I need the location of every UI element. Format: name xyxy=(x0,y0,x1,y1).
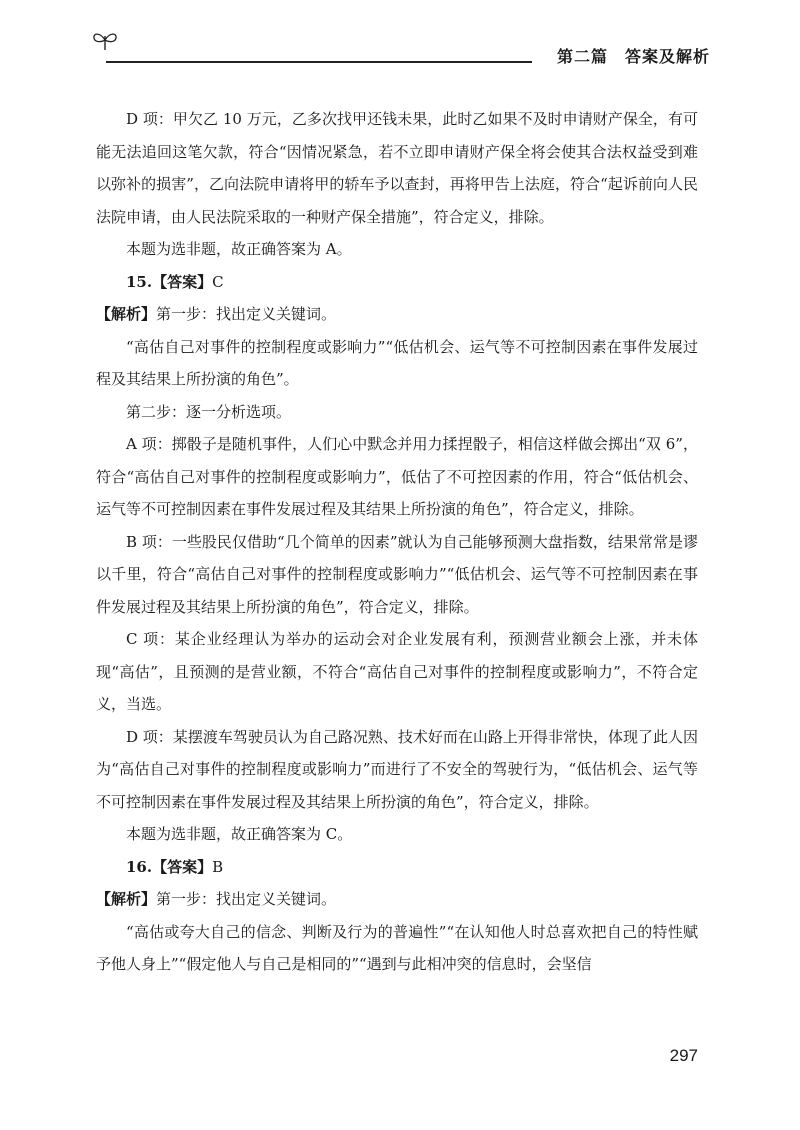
paragraph xyxy=(96,103,698,233)
paragraph-text: “高估自己对事件的控制程度或影响力”“低估机会、运气等不可控制因素在事件发展过程及其结果上所扮演的角色”。 xyxy=(96,337,698,388)
paragraph xyxy=(96,233,698,266)
paragraph-text: D 项：某摆渡车驾驶员认为自己路况熟、技术好而在山路上开得非常快，体现了此人因为“高估自己对事件的控制程度或影响力”而进行了不安全的驾驶行为，“低估机会、运气等不可控制因素在事件发展过程及其结果上所扮演的角色”，符合定义，排除。 xyxy=(96,727,698,811)
answer-heading xyxy=(96,266,698,299)
paragraph xyxy=(96,396,698,429)
paragraph xyxy=(96,623,698,721)
paragraph-text: “高估或夸大自己的信念、判断及行为的普遍性”“在认知他人时总喜欢把自己的特性赋予他人身上”“假定他人与自己是相同的”“遇到与此相冲突的信息时，会坚信 xyxy=(96,922,698,973)
paragraph xyxy=(96,526,698,624)
paragraph-text: 第一步：找出定义关键词。 xyxy=(156,890,337,908)
paragraph-text: C 项：某企业经理认为举办的运动会对企业发展有利，预测营业额会上涨，并未体现“高估”，且预测的是营业额，不符合“高估自己对事件的控制程度或影响力”，不符合定义，当选。 xyxy=(96,630,698,713)
paragraph-text: D 项：甲欠乙 10 万元，乙多次找甲还钱未果，此时乙如果不及时申请财产保全，有可能无法追回这笔欠款，符合“因情况紧急，若不立即申请财产保全将会使其合法权益受到难以弥补的损害”，乙向法院申请将甲的轿车予以查封，再将甲告上法庭，符合“起诉前向人民法院申请，由人民法院采取的一种财产保全措施”，符合定义，排除。 xyxy=(96,110,698,226)
header-rule xyxy=(106,61,532,63)
answer-heading xyxy=(96,851,698,884)
paragraph-label: 15.【答案】 xyxy=(126,272,213,291)
paragraph-label: 16.【答案】 xyxy=(126,857,213,876)
paragraph xyxy=(96,428,698,526)
paragraph xyxy=(96,721,698,819)
paragraph-text: 本题为选非题，故正确答案为 C。 xyxy=(126,825,353,843)
paragraph-text: C xyxy=(212,272,224,291)
analysis-heading xyxy=(96,298,698,331)
paragraph-text: B 项：一些股民仅借助“几个简单的因素”就认为自己能够预测大盘指数，结果常常是谬以千里，符合“高估自己对事件的控制程度或影响力”“低估机会、运气等不可控制因素在事件发展过程及其结果上所扮演的角色”，符合定义，排除。 xyxy=(96,532,698,616)
analysis-heading xyxy=(96,883,698,916)
paragraph-label: 【解析】 xyxy=(96,890,157,908)
leaf-icon xyxy=(92,30,118,52)
answer-body xyxy=(96,103,698,981)
page-header xyxy=(92,30,710,66)
section-title: 第二篇 答案及解析 xyxy=(556,47,710,66)
page-number: 297 xyxy=(669,1046,698,1065)
paragraph-text: B xyxy=(212,857,224,876)
paragraph-label: 【解析】 xyxy=(96,305,157,323)
paragraph xyxy=(96,331,698,396)
paragraph-text: A 项：掷骰子是随机事件，人们心中默念并用力揉捏骰子，相信这样做会掷出“双 6”，符合“高估自己对事件的控制程度或影响力”，低估了不可控因素的作用，符合“低估机会、运气等不可控制因素在事件发展过程及其结果上所扮演的角色”，符合定义，排除。 xyxy=(96,435,698,518)
paragraph-text: 第一步：找出定义关键词。 xyxy=(156,305,337,323)
paragraph xyxy=(96,818,698,851)
paragraph-text: 第二步：逐一分析选项。 xyxy=(126,402,292,421)
paragraph xyxy=(96,916,698,981)
paragraph-text: 本题为选非题，故正确答案为 A。 xyxy=(126,240,352,258)
